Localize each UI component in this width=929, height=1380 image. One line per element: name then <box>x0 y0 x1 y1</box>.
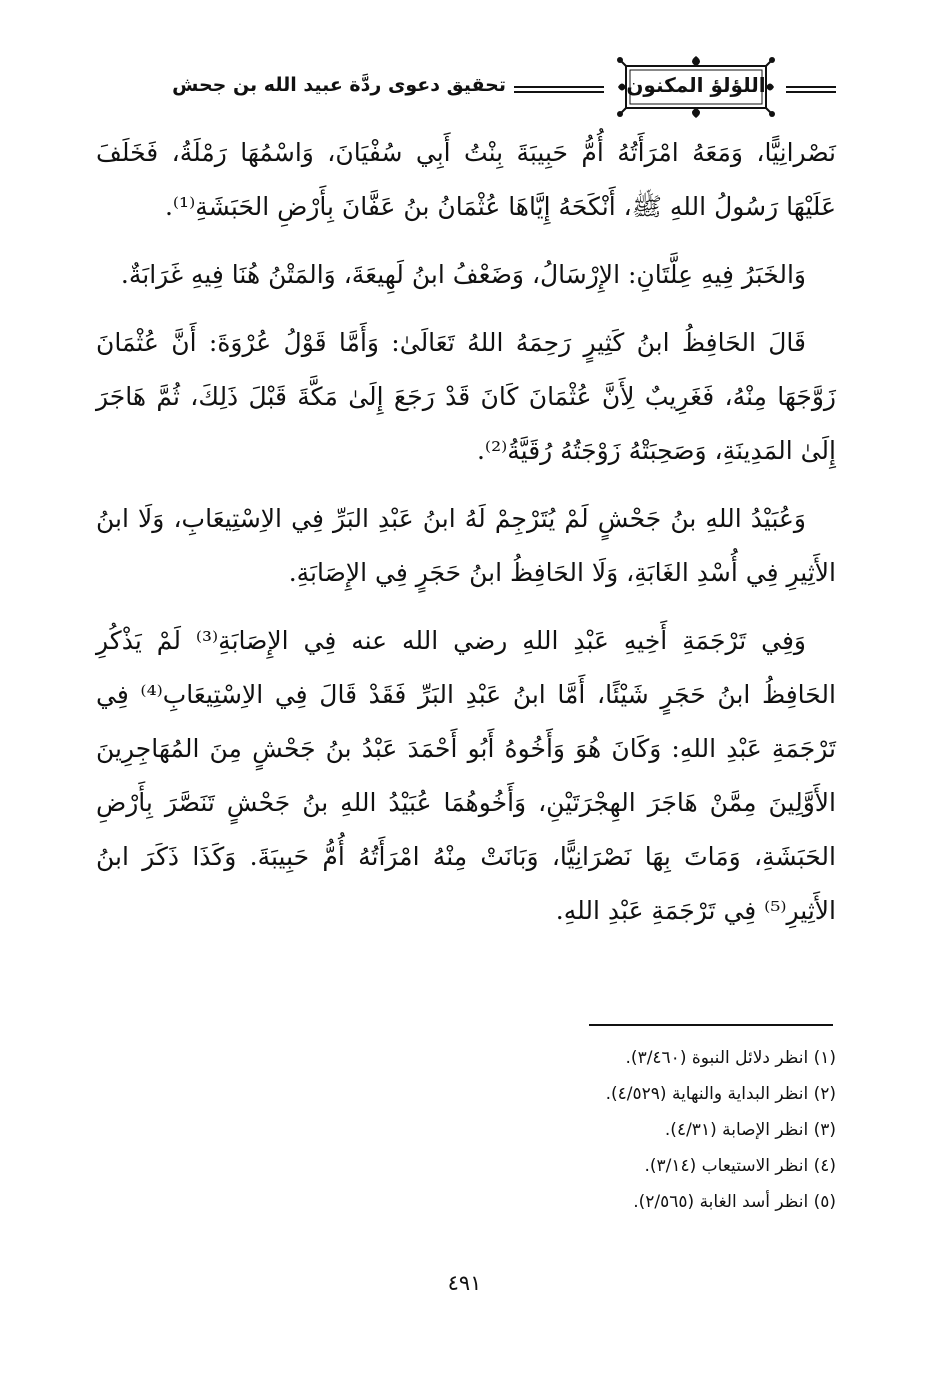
footnote-item: (٣) انظر الإصابة (٤/٣١). <box>664 1120 836 1140</box>
footnotes-list <box>96 1040 836 1220</box>
footnote-item: (٥) انظر أسد الغابة (٢/٥٦٥). <box>633 1192 836 1212</box>
running-header <box>96 52 836 124</box>
paragraph: نَصْرانِيًّا، وَمَعَهُ امْرَأَتُهُ أُمُّ حَبِيبَةَ بِنْتُ أَبِي سُفْيَانَ، وَاسْمُهَا رَمْلَةُ، فَخَلَفَ عَلَيْهَا رَسُولُ اللهِ ﷺ، أَنْكَحَهُ إِيَّاهَا عُثْمَانُ بنُ عَفَّانَ بِأَرْضِ الحَبَشَةِ⁽¹⁾. <box>96 138 836 221</box>
chapter-title: تحقيق دعوى ردَّة عبيد الله بن جحش <box>172 74 506 96</box>
footnote-item: (٢) انظر البداية والنهاية (٤/٥٢٩). <box>605 1084 836 1104</box>
header-rule-middle <box>514 86 604 88</box>
paragraph: وَفِي تَرْجَمَةِ أَخِيهِ عَبْدِ اللهِ رضي الله عنه فِي الإِصَابَةِ⁽³⁾ لَمْ يَذْكُرِ الحَافِظُ ابنُ حَجَرٍ شَيْئًا، أَمَّا ابنُ عَبْدِ البَرِّ فَقَدْ قَالَ فِي الاِسْتِيعَابِ⁽⁴⁾ فِي تَرْجَمَةِ عَبْدِ اللهِ: وَكَانَ هُوَ وَأَخُوهُ أَبُو أَحْمَدَ عَبْدُ بنُ جَحْشٍ مِنَ المُهَاجِرِينَ الأَوَّلِينَ مِمَّنْ هَاجَرَ الهِجْرَتَيْنِ، وَأَخُوهُمَا عُبَيْدُ اللهِ بنُ جَحْشٍ تَنَصَّرَ بِأَرْضِ الحَبَشَةِ، وَمَاتَ بِهَا نَصْرَانِيًّا، وَبَانَتْ مِنْهُ امْرَأَتُهُ أُمُّ حَبِيبَةَ. وَكَذَا ذَكَرَ ابنُ الأَثِيرِ⁽⁵⁾ فِي تَرْجَمَةِ عَبْدِ اللهِ. <box>96 626 836 925</box>
paragraph: وَعُبَيْدُ اللهِ بنُ جَحْشٍ لَمْ يُتَرْجِمْ لَهُ ابنُ عَبْدِ البَرِّ فِي الاِسْتِيعَابِ، وَلَا ابنُ الأَثِيرِ فِي أُسْدِ الغَابَةِ، وَلَا الحَافِظُ ابنُ حَجَرٍ فِي الإِصَابَةِ. <box>96 504 836 587</box>
footnote-item: (٤) انظر الاستيعاب (٣/١٤). <box>644 1156 836 1176</box>
paragraph: وَالخَبَرُ فِيهِ عِلَّتَانِ: الإِرْسَالُ، وَضَعْفُ ابنُ لَهِيعَةَ، وَالمَتْنُ هُنَا فِيهِ غَرَابَةٌ. <box>120 260 806 289</box>
book-title: اللؤلؤ المكنون <box>626 73 766 97</box>
book-title-cartouche <box>616 52 776 122</box>
footnote-item: (١) انظر دلائل النبوة (٣/٤٦٠). <box>625 1048 836 1068</box>
paragraph: قَالَ الحَافِظُ ابنُ كَثِيرٍ رَحِمَهُ اللهُ تَعَالَىٰ: وَأَمَّا قَوْلُ عُرْوَةَ: أَنَّ عُثْمَانَ زَوَّجَهَا مِنْهُ، فَغَرِيبٌ لِأَنَّ عُثْمَانَ كَانَ قَدْ رَجَعَ إِلَىٰ مَكَّةَ قَبْلَ ذَلِكَ، ثُمَّ هَاجَرَ إِلَىٰ المَدِينَةِ، وَصَحِبَتْهُ زَوْجَتُهُ رُقَيَّةُ⁽²⁾. <box>96 328 836 465</box>
page-number: ٤٩١ <box>447 1271 482 1295</box>
main-text <box>96 126 836 952</box>
footnote-separator <box>589 1024 833 1026</box>
header-rule-right <box>786 86 836 88</box>
